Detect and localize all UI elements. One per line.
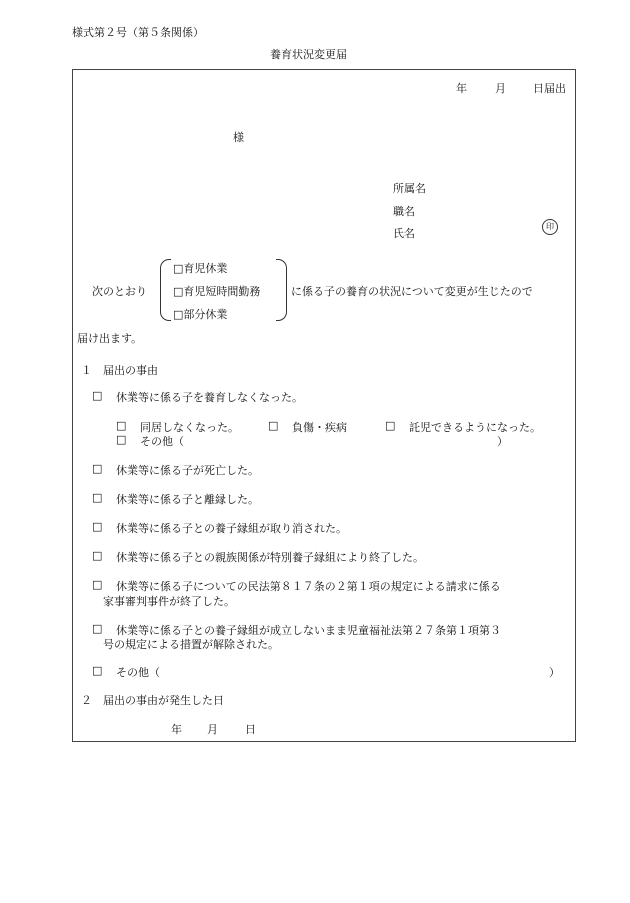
option-partial-leave[interactable]: □部分休業 (173, 308, 228, 321)
checkbox[interactable]: □ (92, 578, 103, 591)
right-brace (276, 259, 287, 321)
sub-reason-not-cohabiting: 同居しなくなった。 (140, 421, 239, 434)
position-label: 職名 (393, 205, 415, 218)
checkbox[interactable]: □ (92, 462, 103, 475)
reason-adoption-cancelled: 休業等に係る子との養子縁組が取り消された。 (116, 522, 347, 535)
reason-deceased: 休業等に係る子が死亡した。 (116, 464, 259, 477)
form-title: 養育状況変更届 (270, 48, 347, 61)
affiliation-label: 所属名 (393, 182, 426, 195)
checkbox[interactable]: □ (92, 389, 103, 402)
checkbox[interactable]: □ (92, 622, 103, 635)
sub-checkbox[interactable]: □ (116, 433, 127, 446)
reason-civil-code-cont: 家事審判事件が終了した。 (103, 595, 235, 608)
reason-not-raising: 休業等に係る子を養育しなくなった。 (116, 391, 303, 404)
date-year-label: 年 (456, 82, 467, 95)
occurrence-month-label: 月 (207, 723, 218, 736)
date-submit-label: 日届出 (533, 82, 566, 95)
option-childcare-leave[interactable]: □育児休業 (173, 262, 228, 275)
checkbox[interactable]: □ (92, 549, 103, 562)
intro-suffix: に係る子の養育の状況について変更が生じたので (291, 285, 533, 298)
occurrence-year-label: 年 (171, 723, 182, 736)
seal-mark: 印 (542, 219, 558, 235)
addressee-suffix: 様 (233, 131, 244, 144)
checkbox[interactable]: □ (92, 520, 103, 533)
reason-child-welfare: 休業等に係る子との養子縁組が成立しないまま児童福祉法第２７条第１項第３ (116, 624, 501, 637)
checkbox[interactable]: □ (92, 491, 103, 504)
occurrence-day-label: 日 (245, 723, 256, 736)
section2-heading: ２ 届出の事由が発生した日 (81, 694, 224, 707)
sub-checkbox[interactable]: □ (385, 419, 396, 432)
reason-other-label: その他（ (116, 666, 160, 679)
sub-other-close-paren: ） (497, 435, 508, 448)
reason-civil-code: 休業等に係る子についての民法第８１７条の２第１項の規定による請求に係る (116, 580, 501, 593)
intro-continuation: 届け出ます。 (77, 332, 143, 345)
sub-other-label: その他（ (140, 435, 184, 448)
sub-checkbox[interactable]: □ (268, 419, 279, 432)
sub-checkbox[interactable]: □ (116, 419, 127, 432)
form-number: 様式第２号（第５条関係） (72, 26, 204, 39)
sub-reason-injury: 負傷・疾病 (292, 421, 347, 434)
reason-dissolved-adoption: 休業等に係る子と離縁した。 (116, 493, 259, 506)
section1-heading: １ 届出の事由 (81, 364, 158, 377)
date-month-label: 月 (495, 82, 506, 95)
option-short-hours[interactable]: □育児短時間勤務 (173, 285, 261, 298)
intro-prefix: 次のとおり (92, 285, 147, 298)
name-label: 氏名 (393, 227, 415, 240)
left-brace (160, 259, 171, 321)
sub-reason-daycare: 託児できるようになった。 (409, 421, 541, 434)
reason-other-close-paren: ） (549, 666, 560, 679)
checkbox[interactable]: □ (92, 664, 103, 677)
reason-child-welfare-cont: 号の規定による措置が解除された。 (103, 638, 279, 651)
reason-special-adoption: 休業等に係る子との親族関係が特別養子縁組により終了した。 (116, 551, 424, 564)
